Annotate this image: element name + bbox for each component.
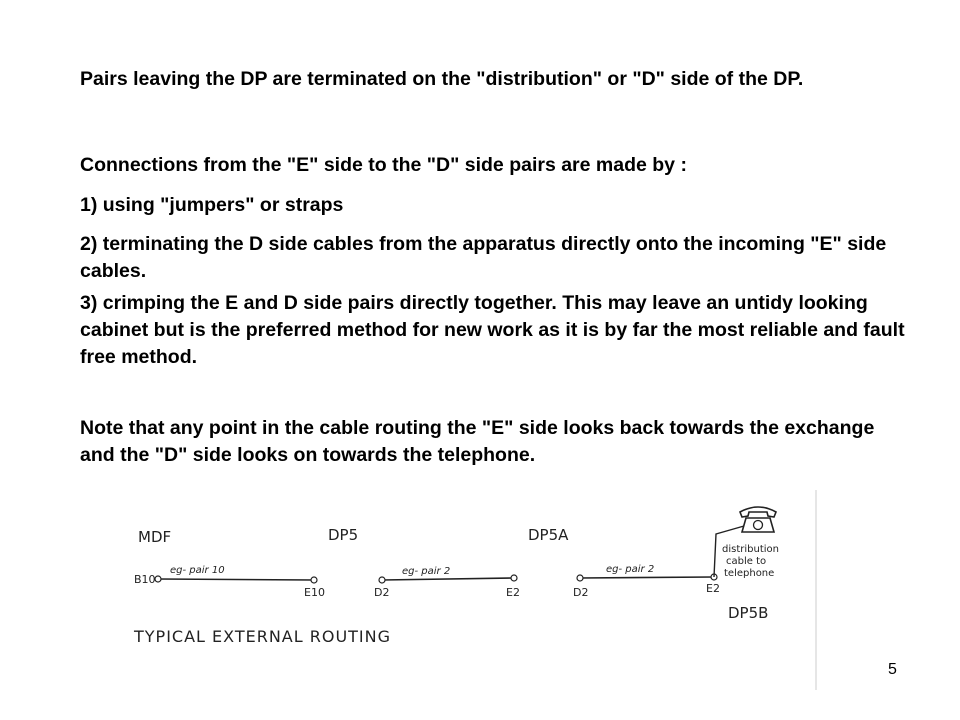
distribution-note-line-3: telephone [724, 568, 775, 579]
distribution-note-line-1: distribution [722, 544, 779, 555]
cable-segment-1 [158, 579, 314, 580]
telephone-icon [740, 507, 776, 532]
terminal-e10-label: E10 [304, 586, 325, 599]
paragraph-connections-intro: Connections from the "E" side to the "D" side pairs are made by : [80, 154, 687, 176]
terminal-e2-first-label: E2 [506, 586, 520, 599]
external-routing-diagram [110, 490, 830, 690]
cable-segment-2 [382, 578, 514, 580]
pair-label-segment-3: eg- pair 2 [606, 564, 655, 575]
page-number: 5 [888, 661, 897, 678]
terminal-d2-first-point [379, 577, 385, 583]
cable-segment-3 [580, 577, 714, 578]
diagram-caption: TYPICAL EXTERNAL ROUTING [134, 627, 392, 646]
terminal-d2-second-label: D2 [573, 586, 589, 599]
paragraph-routing-note: Note that any point in the cable routing the "E" side looks back towards the exchange and the "D" side looks on towards the telephone. [80, 417, 875, 466]
list-item-jumpers: 1) using "jumpers" or straps [80, 194, 344, 216]
pair-label-segment-2: eg- pair 2 [402, 566, 451, 577]
terminal-e2-second-label: E2 [706, 582, 720, 595]
terminal-b10-label: B10 [134, 573, 156, 586]
terminal-b10-point [155, 576, 161, 582]
distribution-note-line-2: cable to [726, 556, 767, 567]
list-item-terminating: 2) terminating the D side cables from the apparatus directly onto the incoming "E" side cables. [80, 233, 887, 282]
mdf-label: MDF [138, 528, 172, 546]
paragraph-d-side-termination: Pairs leaving the DP are terminated on the "distribution" or "D" side of the DP. [80, 68, 804, 90]
terminal-e10-point [311, 577, 317, 583]
pair-label-segment-1: eg- pair 10 [170, 565, 225, 576]
terminal-d2-first-label: D2 [374, 586, 390, 599]
terminal-e2-first-point [511, 575, 517, 581]
dp5a-label: DP5A [528, 526, 569, 544]
list-item-crimping: 3) crimping the E and D side pairs directly together. This may leave an untidy looking cabinet but is the preferred method for new work as it is by far the most reliable and fault free method. [80, 292, 905, 368]
dp5b-label: DP5B [728, 604, 769, 622]
dp5-label: DP5 [328, 526, 359, 544]
terminal-d2-second-point [577, 575, 583, 581]
